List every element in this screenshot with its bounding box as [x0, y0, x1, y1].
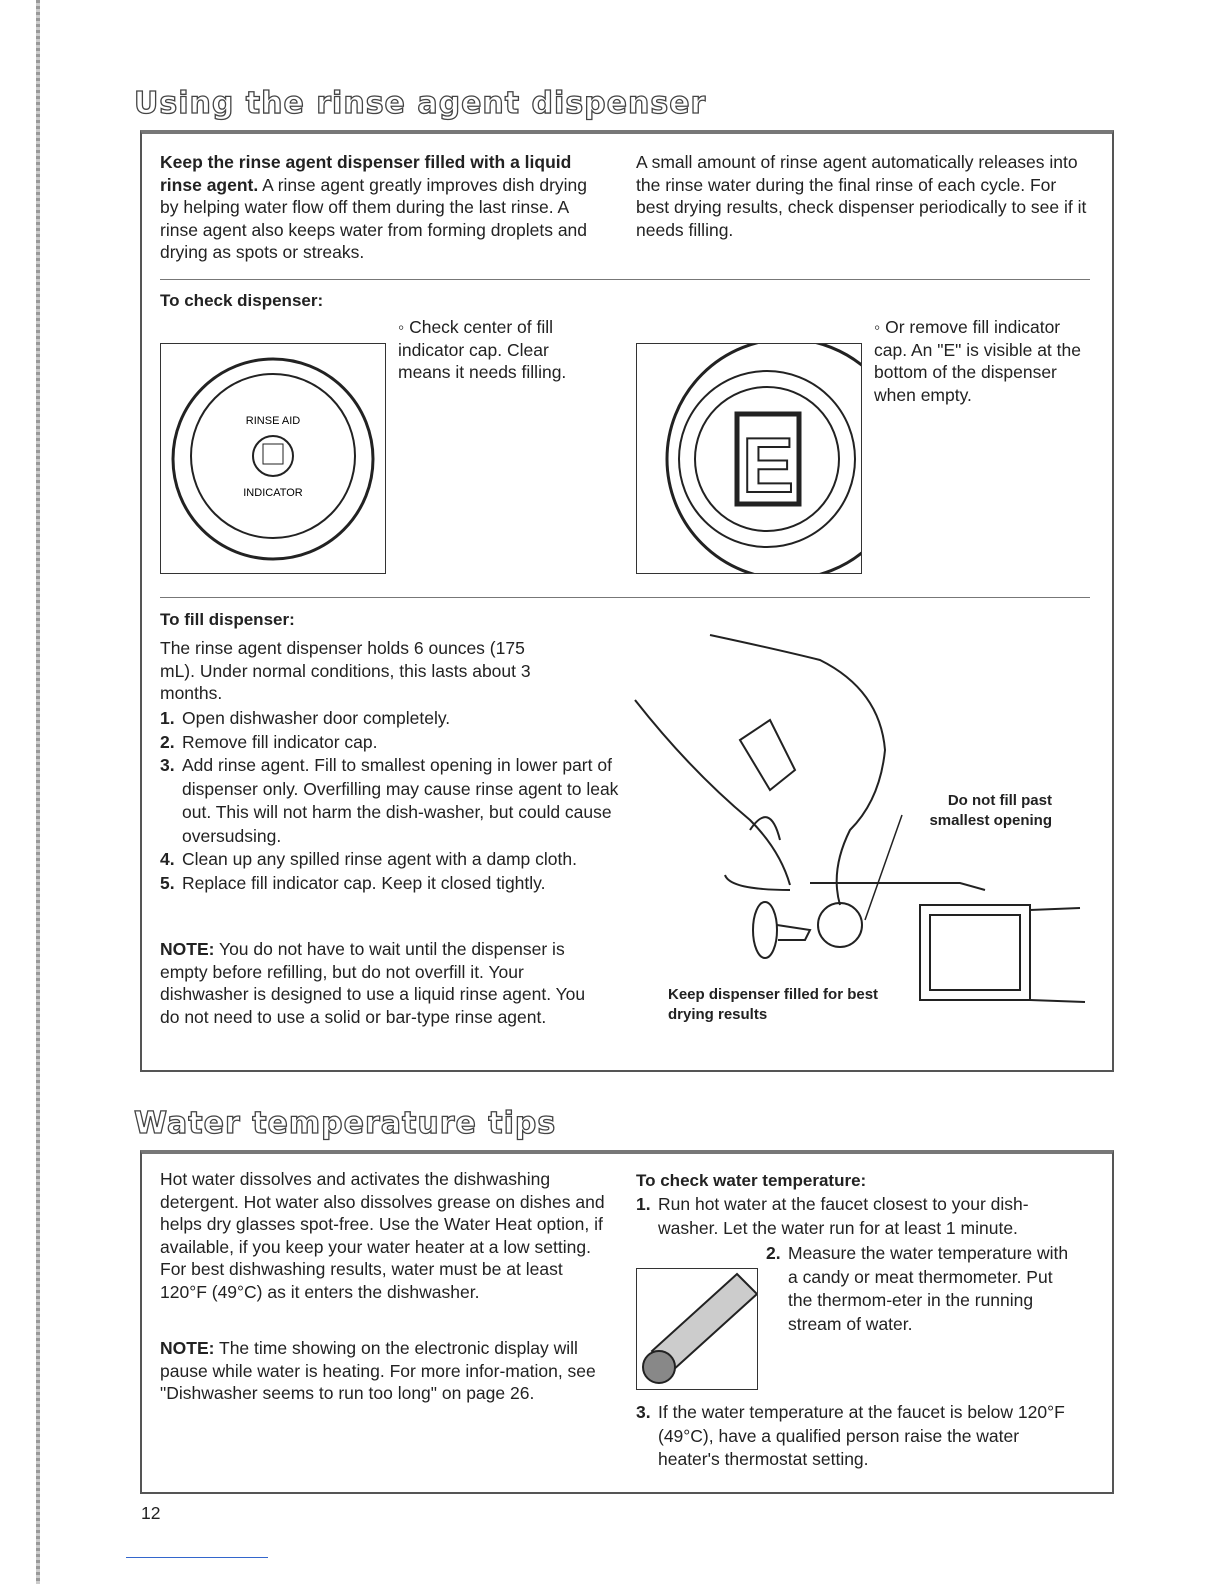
step: 2. Measure the water temperature with a candy or meat thermometer. Put the thermom-eter in the running stream of water.: [636, 1242, 1081, 1336]
water-left-text: Hot water dissolves and activates the dishwashing detergent. Hot water also dissolves grease on dishes and helps dry glasses spot-free. Use the Water Heat option, if available, if you keep your water heater at a low setting. For best dishwashing results, water must be at least 120°F (49°C) as it enters the dishwasher.: [160, 1169, 605, 1302]
cap-label-top: RINSE AID: [245, 415, 301, 427]
divider: [160, 597, 1090, 598]
step: 2. Remove fill indicator cap.: [160, 731, 378, 752]
fill-intro: The rinse agent dispenser holds 6 ounces (175 mL). Under normal conditions, this lasts about 3 months.: [160, 638, 531, 704]
page-number: 12: [141, 1503, 161, 1523]
step: 3. Add rinse agent. Fill to smallest opening in lower part of dispenser only. Overfilling may cause rinse agent to leak out. This will not harm the dish-washer, but could cause oversudsing.: [160, 755, 619, 846]
fill-indicator-cap-illustration: [160, 343, 386, 574]
water-steps-continued: [636, 1401, 1081, 1472]
check-right-text: ◦ Or remove fill indicator cap. An "E" is visible at the bottom of the dispenser when empty.: [874, 317, 1081, 405]
water-note: NOTE: The time showing on the electronic display will pause while water is heating. For more infor-mation, see "Dishwasher seems to run too long" on page 26.: [160, 1338, 596, 1404]
intro-bold: Keep the rinse agent dispenser filled with a liquid rinse agent.: [160, 152, 572, 195]
step: 5. Replace fill indicator cap. Keep it closed tightly.: [160, 872, 546, 893]
caption-do-not-fill-past: Do not fill past smallest opening: [929, 792, 1052, 829]
caption-keep-filled: Keep dispenser filled for best drying results: [668, 986, 879, 1023]
check-left-text: ◦ Check center of fill indicator cap. Clear means it needs filling.: [398, 317, 567, 383]
intro-rest: A rinse agent greatly improves dish drying by helping water flow off them during the last rinse. A rinse agent also keeps water from forming droplets and drying as spots or streaks.: [160, 174, 588, 263]
e-letter: E: [741, 421, 795, 509]
thermometer-illustration: [636, 1268, 758, 1390]
step: 4. Clean up any spilled rinse agent with a damp cloth.: [160, 849, 577, 869]
intro-right: A small amount of rinse agent automatically releases into the rinse water during the final rinse of each cycle. For best drying results, check dispenser periodically to see if it needs filling.: [636, 152, 1087, 240]
scan-edge: [36, 0, 40, 1584]
divider: [160, 279, 1090, 280]
step: 1. Open dishwasher door completely.: [160, 708, 451, 728]
check-water-heading: To check water temperature:: [636, 1171, 867, 1190]
empty-e-illustration: [636, 343, 862, 574]
step: 1. Run hot water at the faucet closest to your dish-washer. Let the water run for at least 1 minute.: [636, 1194, 1029, 1238]
section-title-rinse-agent: Using the rinse agent dispenser: [134, 86, 707, 121]
fill-note: NOTE: You do not have to wait until the dispenser is empty before refilling, but do not overfill it. Your dishwasher is designed to use a liquid rinse agent. You do not need to use a solid or bar-type rinse agent.: [160, 939, 586, 1027]
intro-left: [160, 151, 610, 264]
check-heading: To check dispenser:: [160, 291, 324, 310]
fill-heading: To fill dispenser:: [160, 610, 295, 629]
step: 3. If the water temperature at the faucet is below 120°F (49°C), have a qualified person raise the water heater's thermostat setting.: [636, 1402, 1065, 1469]
fill-steps: [160, 707, 620, 895]
footer-rule: [126, 1557, 268, 1558]
section-title-water-temperature: Water temperature tips: [134, 1106, 557, 1141]
cap-label-bottom: INDICATOR: [243, 487, 303, 499]
